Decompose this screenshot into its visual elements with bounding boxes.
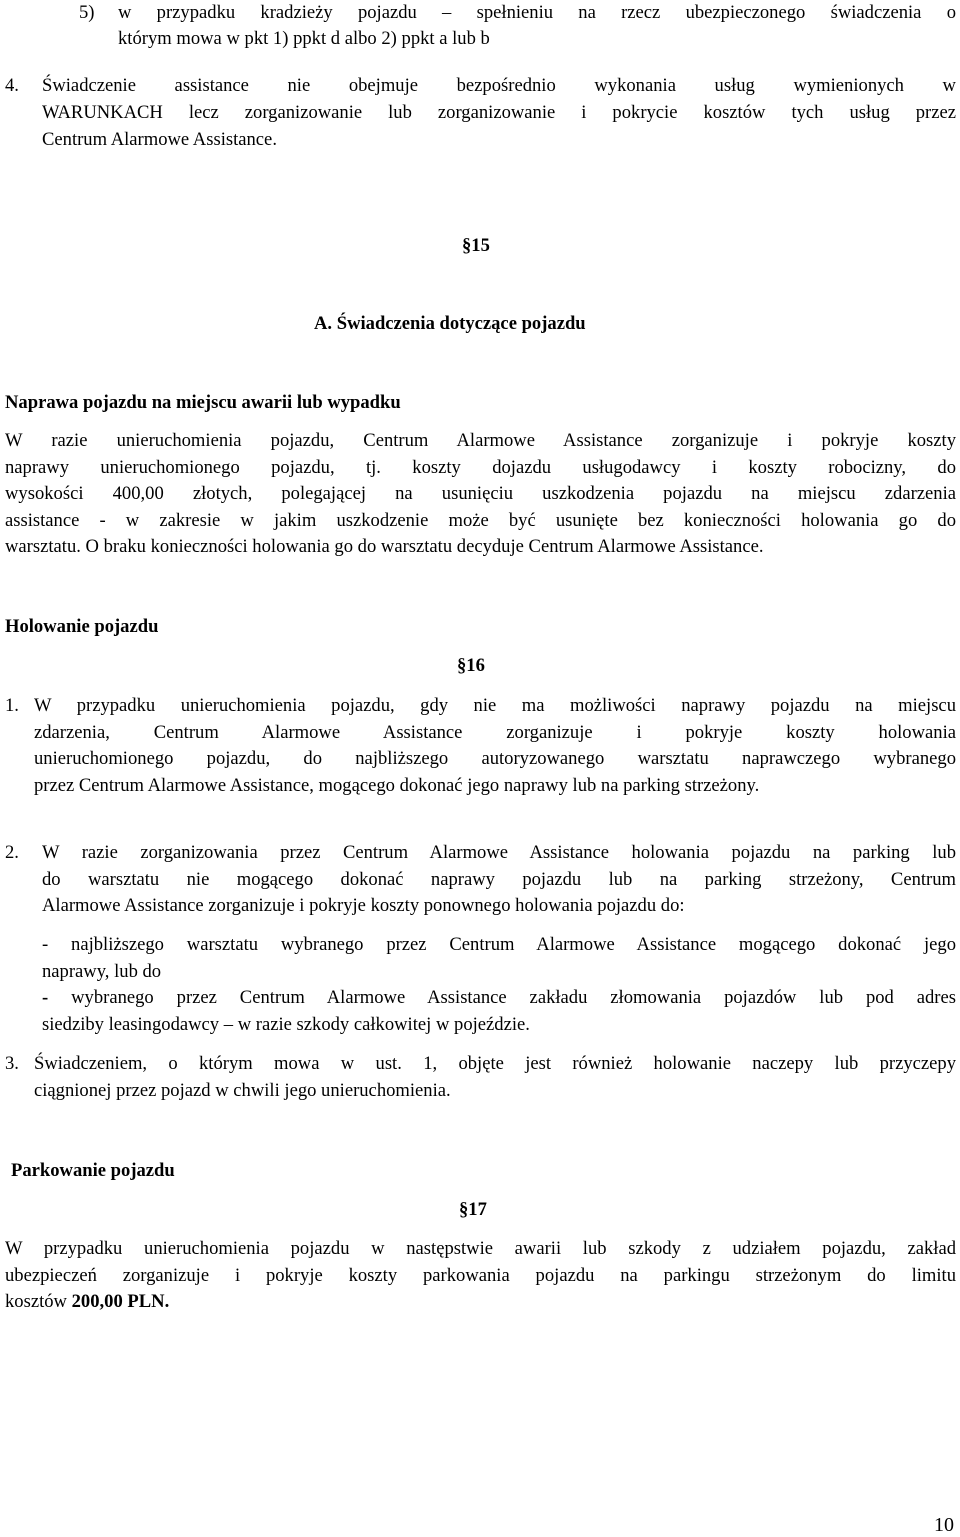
page-number: 10 (934, 1514, 954, 1536)
section-16-item-2-line-3: Alarmowe Assistance zorganizuje i pokryje koszty ponownego holowania pojazdu do: (42, 895, 685, 916)
section-15-line-2: naprawy unieruchomionego pojazdu, tj. koszty dojazdu usługodawcy i koszty robocizny, do (5, 456, 956, 478)
dash-item-2-text: wybranego przez Centrum Alarmowe Assistance zakładu złomowania pojazdów lub pod adres (48, 987, 956, 1008)
section-16-item-1-line-4: przez Centrum Alarmowe Assistance, mogącego dokonać jego naprawy lub na parking strzeżony. (34, 774, 760, 796)
dash-item-1-line-1: - najbliższego warsztatu wybranego przez Centrum Alarmowe Assistance mogącego dokonać jego (42, 934, 956, 955)
section-15-paragraph (5, 428, 956, 561)
section-16-item-2 (42, 840, 956, 920)
section-16-item-3-line-1: Świadczeniem, o którym mowa w ust. 1, objęte jest również holowanie naczepy lub przyczepy (34, 1053, 956, 1074)
section-16-item-1-line-3: unieruchomionego pojazdu, do najbliższego autoryzowanego warsztatu naprawczego wybranego (34, 748, 956, 769)
section-16-item-1-line-2: zdarzenia, Centrum Alarmowe Assistance zorganizuje i pokryje koszty holowania (34, 721, 956, 743)
item-4-number: 4. (5, 75, 19, 96)
section-16-item-2-number: 2. (5, 842, 19, 863)
item-5-line-1: w przypadku kradzieży pojazdu – spełnieniu na rzecz ubezpieczonego świadczenia o (118, 2, 956, 23)
section-16-item-1-line-1: W przypadku unieruchomienia pojazdu, gdy nie ma możliwości naprawy pojazdu na miejscu (34, 695, 956, 716)
dash-item-2-line-2: siedziby leasingodawcy – w razie szkody całkowitej w pojeździe. (42, 1013, 530, 1035)
section-16-subheading: Holowanie pojazdu (5, 616, 159, 637)
item-4-line-3: Centrum Alarmowe Assistance. (42, 129, 277, 150)
section-17-paragraph (5, 1236, 956, 1316)
section-16-item-3 (34, 1051, 956, 1104)
section-15-line-1: W razie unieruchomienia pojazdu, Centrum Alarmowe Assistance zorganizuje i pokryje koszty (5, 430, 956, 451)
section-17-subheading: Parkowanie pojazdu (11, 1160, 175, 1181)
section-16-item-2-line-1: W razie zorganizowania przez Centrum Alarmowe Assistance holowania pojazdu na parking lub (42, 842, 956, 863)
section-16-item-3-line-2: ciągnionej przez pojazd w chwili jego unieruchomienia. (34, 1079, 451, 1101)
section-15-title: A. Świadczenia dotyczące pojazdu (314, 313, 586, 334)
section-17-marker: §17 (459, 1199, 487, 1220)
section-15-line-5: warsztatu. O braku konieczności holowania go do warsztatu decyduje Centrum Alarmowe Assistance. (5, 536, 764, 557)
section-16-marker: §16 (457, 655, 485, 676)
section-17-line-2: ubezpieczeń zorganizuje i pokryje koszty parkowania pojazdu na parkingu strzeżonym do limitu (5, 1264, 956, 1286)
section-16-item-3-number: 3. (5, 1053, 19, 1074)
dash-item-1-line-2: naprawy, lub do (42, 960, 162, 982)
section-15-subheading: Naprawa pojazdu na miejscu awarii lub wypadku (5, 392, 401, 413)
section-15-marker: §15 (462, 235, 490, 256)
section-15-line-3: wysokości 400,00 złotych, polegającej na usunięciu uszkodzenia pojazdu na miejscu zdarzenia (5, 483, 956, 504)
section-16-item-1-number: 1. (5, 695, 19, 716)
item-4-line-2: WARUNKACH lecz zorganizowanie lub zorganizowanie i pokrycie kosztów tych usług przez (42, 102, 956, 123)
item-4-line-1: Świadczenie assistance nie obejmuje bezpośrednio wykonania usług wymienionych w (42, 75, 956, 96)
section-15-line-4: assistance - w zakresie w jakim uszkodzenie może być usunięte bez konieczności holowania go do (5, 509, 956, 531)
item-5-number: 5) (79, 2, 95, 23)
section-17-line-1: W przypadku unieruchomienia pojazdu w następstwie awarii lub szkody z udziałem pojazdu, zakład (5, 1238, 956, 1259)
item-5-line-2: którym mowa w pkt 1) ppkt d albo 2) ppkt a lub b (118, 28, 490, 49)
section-16-item-1 (34, 693, 956, 799)
section-16-item-2-line-2: do warsztatu nie mogącego dokonać naprawy pojazdu lub na parking strzeżony, Centrum (42, 868, 956, 890)
section-17-limit-amount: 200,00 PLN. (71, 1291, 170, 1312)
section-17-line-3-text: kosztów (5, 1291, 72, 1312)
dash-item-2-line-1 (42, 985, 956, 1012)
section-16-dash-list (42, 932, 956, 1038)
section-17-line-3 (5, 1289, 956, 1316)
dash-item-2-bullet: - (42, 987, 49, 1008)
